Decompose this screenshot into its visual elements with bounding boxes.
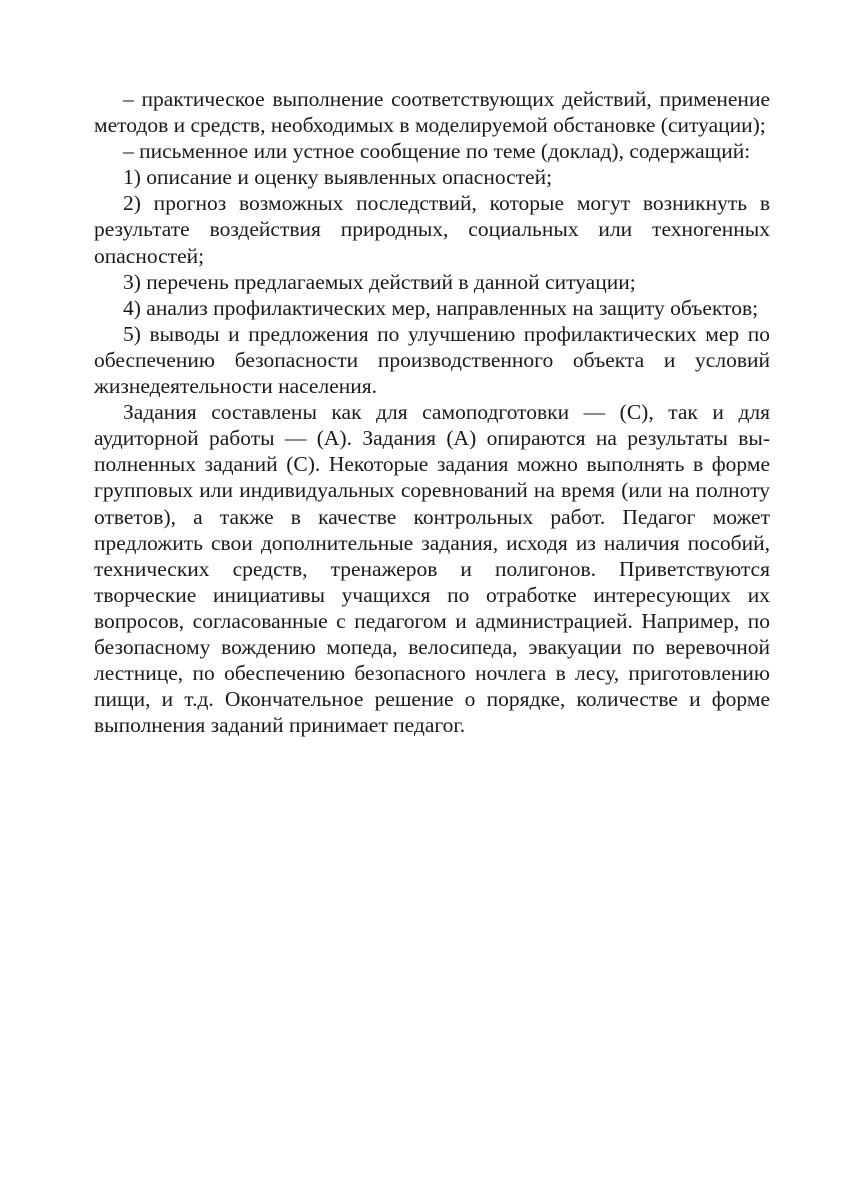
paragraph-assignments: Задания составлены как для самоподготовки — (С), так и для аудиторной работы — (А). Задания (А) опираются на результаты выполненных заданий (С). Некоторые задания можно выполнять в форме групповых или индивидуальных соревнований на время (или на полноту ответов), а также в качестве контрольных работ. Педагог может предложить свои дополнительные задания, исходя из наличия пособий, технических средств, тренажеров и полигонов. Приветствуются творческие инициативы учащихся по отработке интересующих их вопросов, согласованные с педагогом и администрацией. Например, по безопасному вождению мопеда, велосипеда, эвакуации по веревочной лестнице, по обеспечению безопасного ночлега в лесу, приготовлению пищи, и т.д. Окончательное решение о порядке, количестве и форме выполнения заданий принимает педагог.: [94, 400, 770, 738]
list-item-preventive-analysis: 4) анализ профилактических мер, направленных на защиту объектов;: [123, 295, 759, 320]
paragraph-report: – письменное или устное сообщение по теме (доклад), содержащий:: [123, 139, 751, 164]
list-item-consequences-forecast: 2) прогноз возможных последствий, которые могут возникнуть в результате воздействия природных, социальных или техногенных опасностей;: [94, 191, 770, 268]
list-item-hazard-description: 1) описание и оценку выявленных опасностей;: [123, 165, 553, 190]
list-item-conclusions: 5) выводы и предложения по улучшению профилактических мер по обеспечению безопасности производственного объекта и условий жизнедеятельности населения.: [94, 321, 770, 399]
document-page: [94, 86, 770, 738]
list-item-actions-list: 3) перечень предлагаемых действий в данной ситуации;: [123, 269, 636, 294]
paragraph-practical-actions: – практическое выполнение соответствующих действий, применение методов и средств, необходимых в моделируемой обстановке (ситуации);: [94, 87, 770, 138]
